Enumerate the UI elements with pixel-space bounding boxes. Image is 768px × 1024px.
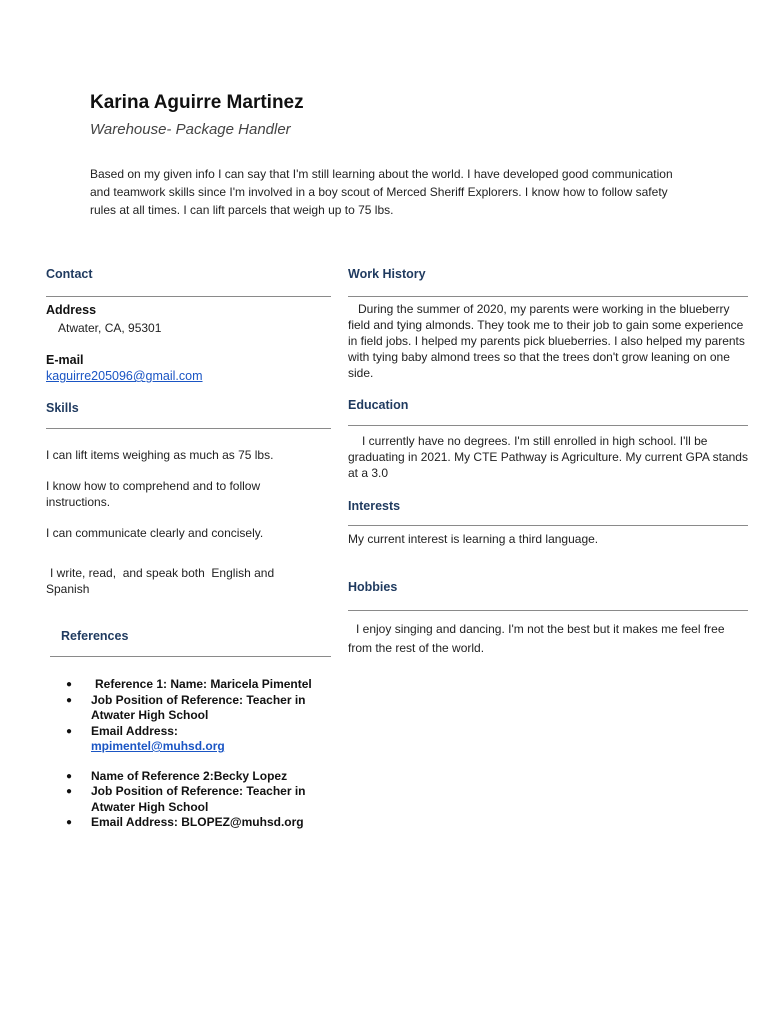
address-value: Atwater, CA, 95301 [58, 321, 162, 335]
reference-item: ● Email Address: BLOPEZ@muhsd.org [66, 815, 304, 829]
interests-text: My current interest is learning a third language. [348, 532, 599, 546]
references-heading: References [61, 629, 129, 643]
skill-item: I can lift items weighing as much as 75 lbs. [46, 448, 274, 462]
reference-item: ● Name of Reference 2:Becky Lopez [66, 768, 288, 783]
reference-email-link[interactable]: mpimentel@muhsd.org [91, 739, 225, 753]
reference-item: ● Job Position of Reference: Teacher in Atwater High School [66, 692, 306, 722]
address-label: Address [46, 303, 97, 317]
interests-divider [348, 525, 748, 526]
summary-paragraph: Based on my given info I can say that I'm still learning about the world. I have developed good communication and teamwork skills since I'm involved in a boy scout of Merced Sheriff Explorers. I know how to follow safety rules at all times. I can lift parcels that weigh up to 75 lbs. [90, 167, 673, 217]
interests-heading: Interests [348, 499, 401, 513]
contact-heading: Contact [46, 267, 93, 281]
work-history-text: During the summer of 2020, my parents were working in the blueberry field and tying almonds. They took me to their job to gain some experience in field jobs. I helped my parents pick blueberries. I also helped my parents with tying baby almond trees so that the trees don't grow leaning on one side. [348, 302, 745, 380]
education-divider [348, 425, 748, 426]
hobbies-heading: Hobbies [348, 580, 398, 594]
email-label: E-mail [46, 353, 84, 367]
reference-item: ● Reference 1: Name: Maricela Pimentel [66, 677, 312, 691]
candidate-name: Karina Aguirre Martinez [90, 92, 304, 113]
skills-heading: Skills [46, 401, 79, 415]
skill-item: I know how to comprehend and to follow instructions. [46, 479, 261, 509]
work-history-heading: Work History [348, 267, 426, 281]
skill-item: I can communicate clearly and concisely. [46, 526, 264, 540]
references-divider [50, 656, 331, 657]
education-heading: Education [348, 398, 409, 412]
email-link[interactable]: kaguirre205096@gmail.com [46, 369, 203, 383]
contact-divider [46, 296, 331, 297]
references-list [46, 677, 346, 831]
hobbies-divider [348, 610, 748, 611]
job-title: Warehouse- Package Handler [90, 121, 291, 138]
reference-spacer [46, 755, 346, 769]
skill-item: I write, read, and speak both English and Spanish [46, 566, 278, 596]
reference-item: ● Email Address: mpimentel@muhsd.org [66, 723, 225, 753]
education-text: I currently have no degrees. I'm still enrolled in high school. I'll be graduating in 2021. My CTE Pathway is Agriculture. My current GPA stands at a 3.0 [348, 434, 748, 480]
skills-divider [46, 428, 331, 429]
hobbies-text: I enjoy singing and dancing. I'm not the best but it makes me feel free from the rest of the world. [348, 622, 725, 655]
reference-item: ● Job Position of Reference: Teacher in Atwater High School [66, 784, 306, 814]
work-history-divider [348, 296, 748, 297]
